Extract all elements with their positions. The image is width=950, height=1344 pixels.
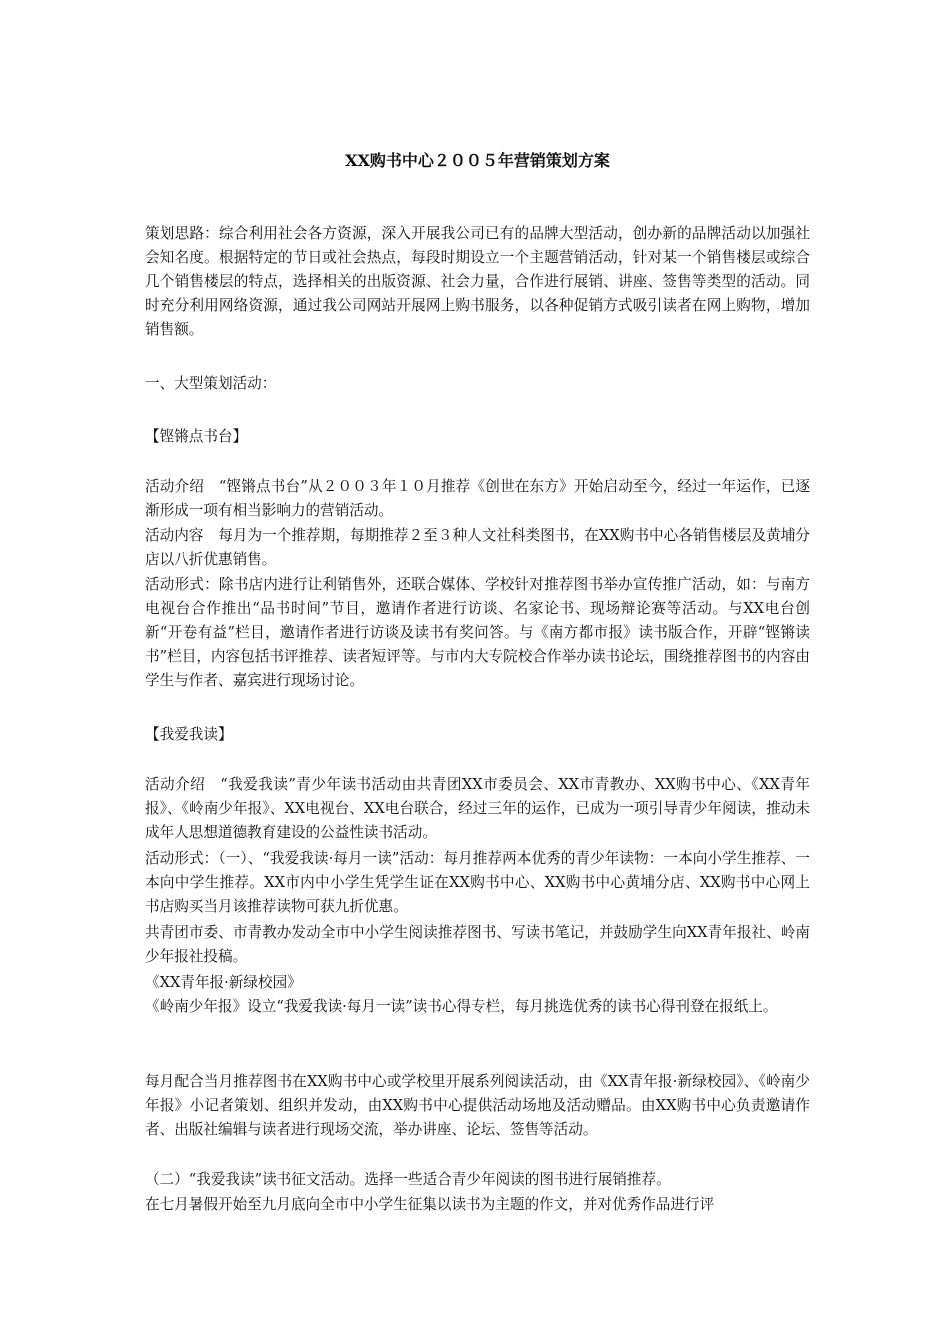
- paragraph-paper-column: 《岭南少年报》设立“我爱我读·每月一读”读书心得专栏，每月挑选优秀的读书心得刊登在报纸上。: [145, 998, 778, 1015]
- section-heading: 一、大型策划活动：: [145, 375, 277, 392]
- activity-heading: 【铿锵点书台】: [145, 428, 248, 445]
- activity-intro: 活动介绍 “铿锵点书台”从２００３年１０月推荐《创世在东方》开始启动至今，经过一年运作，已逐渐形成一项有相当影响力的营销活动。: [145, 478, 810, 519]
- activity-heading: 【我爱我读】: [145, 726, 233, 743]
- activity-content: 活动内容 每月为一个推荐期，每期推荐２至３种人文社科类图书，在XX购书中心各销售楼层及黄埔分店以八折优惠销售。: [145, 527, 810, 568]
- activity-intro: 活动介绍 “我爱我读”青少年读书活动由共青团XX市委员会、XX市青教办、XX购书中心、《XX青年报》、《岭南少年报》、XX电视台、XX电台联合，经过三年的运作，已成为一项引导青少年阅读，推动未成年人思想道德教育建设的公益性读书活动。: [145, 776, 810, 841]
- paragraph-org: 共青团市委、市青教办发动全市中小学生阅读推荐图书、写读书笔记，并鼓励学生向XX青年报社、岭南少年报社投稿。: [145, 924, 810, 965]
- activity-form: 活动形式：（一）、“我爱我读·每月一读”活动：每月推荐两本优秀的青少年读物：一本向小学生推荐、一本向中学生推荐。XX市内中小学生凭学生证在XX购书中心、XX购书中心黄埔分店、XX购书中心网上书店购买当月该推荐读物可获九折优惠。: [145, 850, 810, 915]
- paragraph-paper: 《XX青年报·新绿校园》: [145, 974, 302, 991]
- intro-paragraph: 策划思路：综合利用社会各方资源，深入开展我公司已有的品牌大型活动，创办新的品牌活动以加强社会知名度。根据特定的节日或社会热点，每段时期设立一个主题营销活动，针对某一个销售楼层或综合几个销售楼层的特点，选择相关的出版资源、社会力量，合作进行展销、讲座、签售等类型的活动。同时充分利用网络资源，通过我公司网站开展网上购书服务，以各种促销方式吸引读者在网上购物，增加销售额。: [145, 225, 810, 338]
- paragraph-monthly: 每月配合当月推荐图书在XX购书中心或学校里开展系列阅读活动，由《XX青年报·新绿校园》、《岭南少年报》小记者策划、组织并发动，由XX购书中心提供活动场地及活动赠品。由XX购书中心负责邀请作者、出版社编辑与读者进行现场交流，举办讲座、论坛、签售等活动。: [145, 1073, 810, 1138]
- paragraph-essay: （二）“我爱我读”读书征文活动。选择一些适合青少年阅读的图书进行展销推荐。: [145, 1171, 671, 1188]
- document-title: XX购书中心２００５年营销策划方案: [345, 151, 610, 170]
- activity-form: 活动形式：除书店内进行让利销售外，还联合媒体、学校针对推荐图书举办宣传推广活动，如：与南方电视台合作推出“品书时间”节目，邀请作者进行访谈、名家论书、现场辩论赛等活动。与XX电台创新“开卷有益”栏目，邀请作者进行访谈及读书有奖问答。与《南方都市报》读书版合作，开辟“铿锵读书”栏目，内容包括书评推荐、读者短评等。与市内大专院校合作举办读书论坛，围绕推荐图书的内容由学生与作者、嘉宾进行现场讨论。: [145, 576, 810, 689]
- paragraph-essay-cont: 在七月暑假开始至九月底向全市中小学生征集以读书为主题的作文，并对优秀作品进行评: [145, 1196, 715, 1213]
